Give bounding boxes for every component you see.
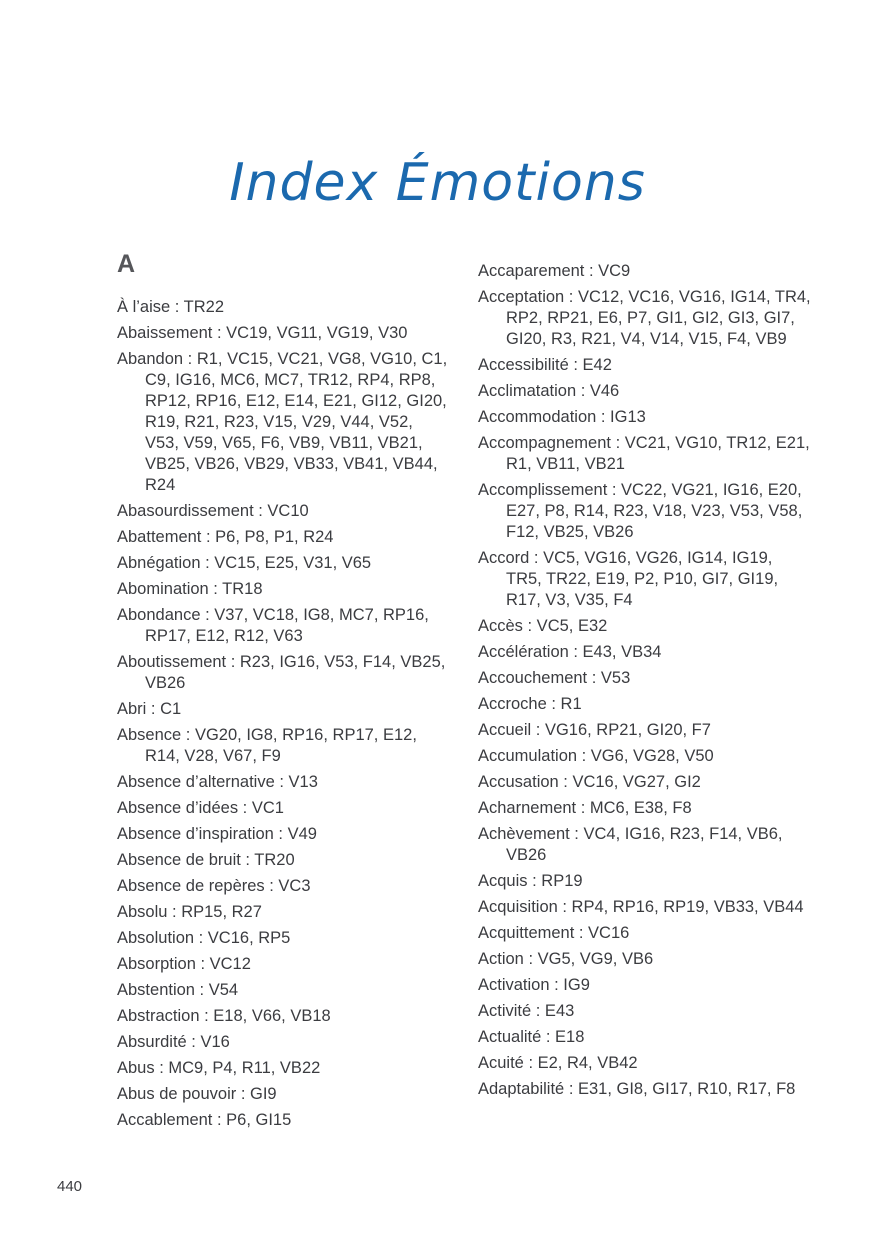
- index-entry: Accord : VC5, VG16, VG26, IG14, IG19, TR5, TR22, E19, P2, P10, GI7, GI19, R17, V3, V35, F4: [478, 549, 779, 609]
- index-entry: Abstraction : E18, V66, VB18: [117, 1007, 331, 1025]
- index-entry: Adaptabilité : E31, GI8, GI17, R10, R17, F8: [478, 1080, 796, 1098]
- section-heading-a: A: [117, 250, 136, 278]
- index-entry: Acceptation : VC12, VC16, VG16, IG14, TR4, RP2, RP21, E6, P7, GI1, GI2, GI3, GI7, GI20, R3, R21, V4, V14, V15, F4, VB9: [478, 288, 811, 348]
- index-entry: Absence d’alternative : V13: [117, 773, 318, 791]
- index-entry: Absence de repères : VC3: [117, 877, 311, 895]
- page-title: Index Émotions: [229, 152, 646, 213]
- index-entry: Actualité : E18: [478, 1028, 585, 1046]
- index-entry: Accueil : VG16, RP21, GI20, F7: [478, 721, 711, 739]
- index-entry: Accumulation : VG6, VG28, V50: [478, 747, 714, 765]
- index-entry: Accouchement : V53: [478, 669, 631, 687]
- index-entry: Absurdité : V16: [117, 1033, 230, 1051]
- index-entry: Abasourdissement : VC10: [117, 502, 309, 520]
- index-entry: Abondance : V37, VC18, IG8, MC7, RP16, RP17, E12, R12, V63: [117, 606, 429, 645]
- index-entry: Acclimatation : V46: [478, 382, 620, 400]
- index-column-right: [478, 252, 812, 1105]
- index-entry: Absence : VG20, IG8, RP16, RP17, E12, R14, V28, V67, F9: [117, 726, 417, 765]
- index-entry: Abstention : V54: [117, 981, 239, 999]
- index-entry: Abri : C1: [117, 700, 182, 718]
- index-entry: Accomplissement : VC22, VG21, IG16, E20, E27, P8, R14, R23, V18, V23, V53, V58, F12, VB25, VB26: [478, 481, 803, 541]
- index-entry: Absolution : VC16, RP5: [117, 929, 291, 947]
- index-entry: Absorption : VC12: [117, 955, 251, 973]
- index-entry: À l’aise : TR22: [117, 298, 224, 316]
- index-entry: Accusation : VC16, VG27, GI2: [478, 773, 701, 791]
- index-entry: Absence d’inspiration : V49: [117, 825, 317, 843]
- index-entries-right: [478, 261, 812, 1100]
- index-entry: Abnégation : VC15, E25, V31, V65: [117, 554, 372, 572]
- index-entry: Absence d’idées : VC1: [117, 799, 284, 817]
- index-columns: [117, 252, 813, 1136]
- index-column-left: [117, 252, 451, 1136]
- index-entries-left: [117, 297, 451, 1131]
- index-entry: Abomination : TR18: [117, 580, 263, 598]
- index-entry: Accroche : R1: [478, 695, 582, 713]
- index-entry: Accompagnement : VC21, VG10, TR12, E21, R1, VB11, VB21: [478, 434, 810, 473]
- index-entry: Activité : E43: [478, 1002, 575, 1020]
- index-entry: Acquis : RP19: [478, 872, 583, 890]
- index-entry: Activation : IG9: [478, 976, 590, 994]
- index-entry: Abaissement : VC19, VG11, VG19, V30: [117, 324, 408, 342]
- index-entry: Accessibilité : E42: [478, 356, 612, 374]
- index-entry: Abus de pouvoir : GI9: [117, 1085, 277, 1103]
- index-entry: Acuité : E2, R4, VB42: [478, 1054, 638, 1072]
- index-entry: Aboutissement : R23, IG16, V53, F14, VB25, VB26: [117, 653, 446, 692]
- index-entry: Abandon : R1, VC15, VC21, VG8, VG10, C1, C9, IG16, MC6, MC7, TR12, RP4, RP8, RP12, RP16, E12, E14, E21, GI12, GI20, R19, R21, R23, V15, V29, V44, V52, V53, V59, V65, F6, VB9, VB11, VB21, VB25, VB26, VB29, VB33, VB41, VB44, R24: [117, 350, 448, 494]
- page-number: 440: [57, 1178, 83, 1195]
- index-entry: Absolu : RP15, R27: [117, 903, 262, 921]
- index-entry: Action : VG5, VG9, VB6: [478, 950, 654, 968]
- index-entry: Accommodation : IG13: [478, 408, 646, 426]
- index-entry: Accaparement : VC9: [478, 262, 631, 280]
- index-entry: Abus : MC9, P4, R11, VB22: [117, 1059, 321, 1077]
- index-entry: Abattement : P6, P8, P1, R24: [117, 528, 334, 546]
- index-entry: Acharnement : MC6, E38, F8: [478, 799, 692, 817]
- index-entry: Accélération : E43, VB34: [478, 643, 662, 661]
- index-entry: Accès : VC5, E32: [478, 617, 608, 635]
- index-entry: Acquisition : RP4, RP16, RP19, VB33, VB44: [478, 898, 804, 916]
- index-entry: Acquittement : VC16: [478, 924, 630, 942]
- index-entry: Absence de bruit : TR20: [117, 851, 295, 869]
- index-entry: Achèvement : VC4, IG16, R23, F14, VB6, VB26: [478, 825, 783, 864]
- index-entry: Accablement : P6, GI15: [117, 1111, 292, 1129]
